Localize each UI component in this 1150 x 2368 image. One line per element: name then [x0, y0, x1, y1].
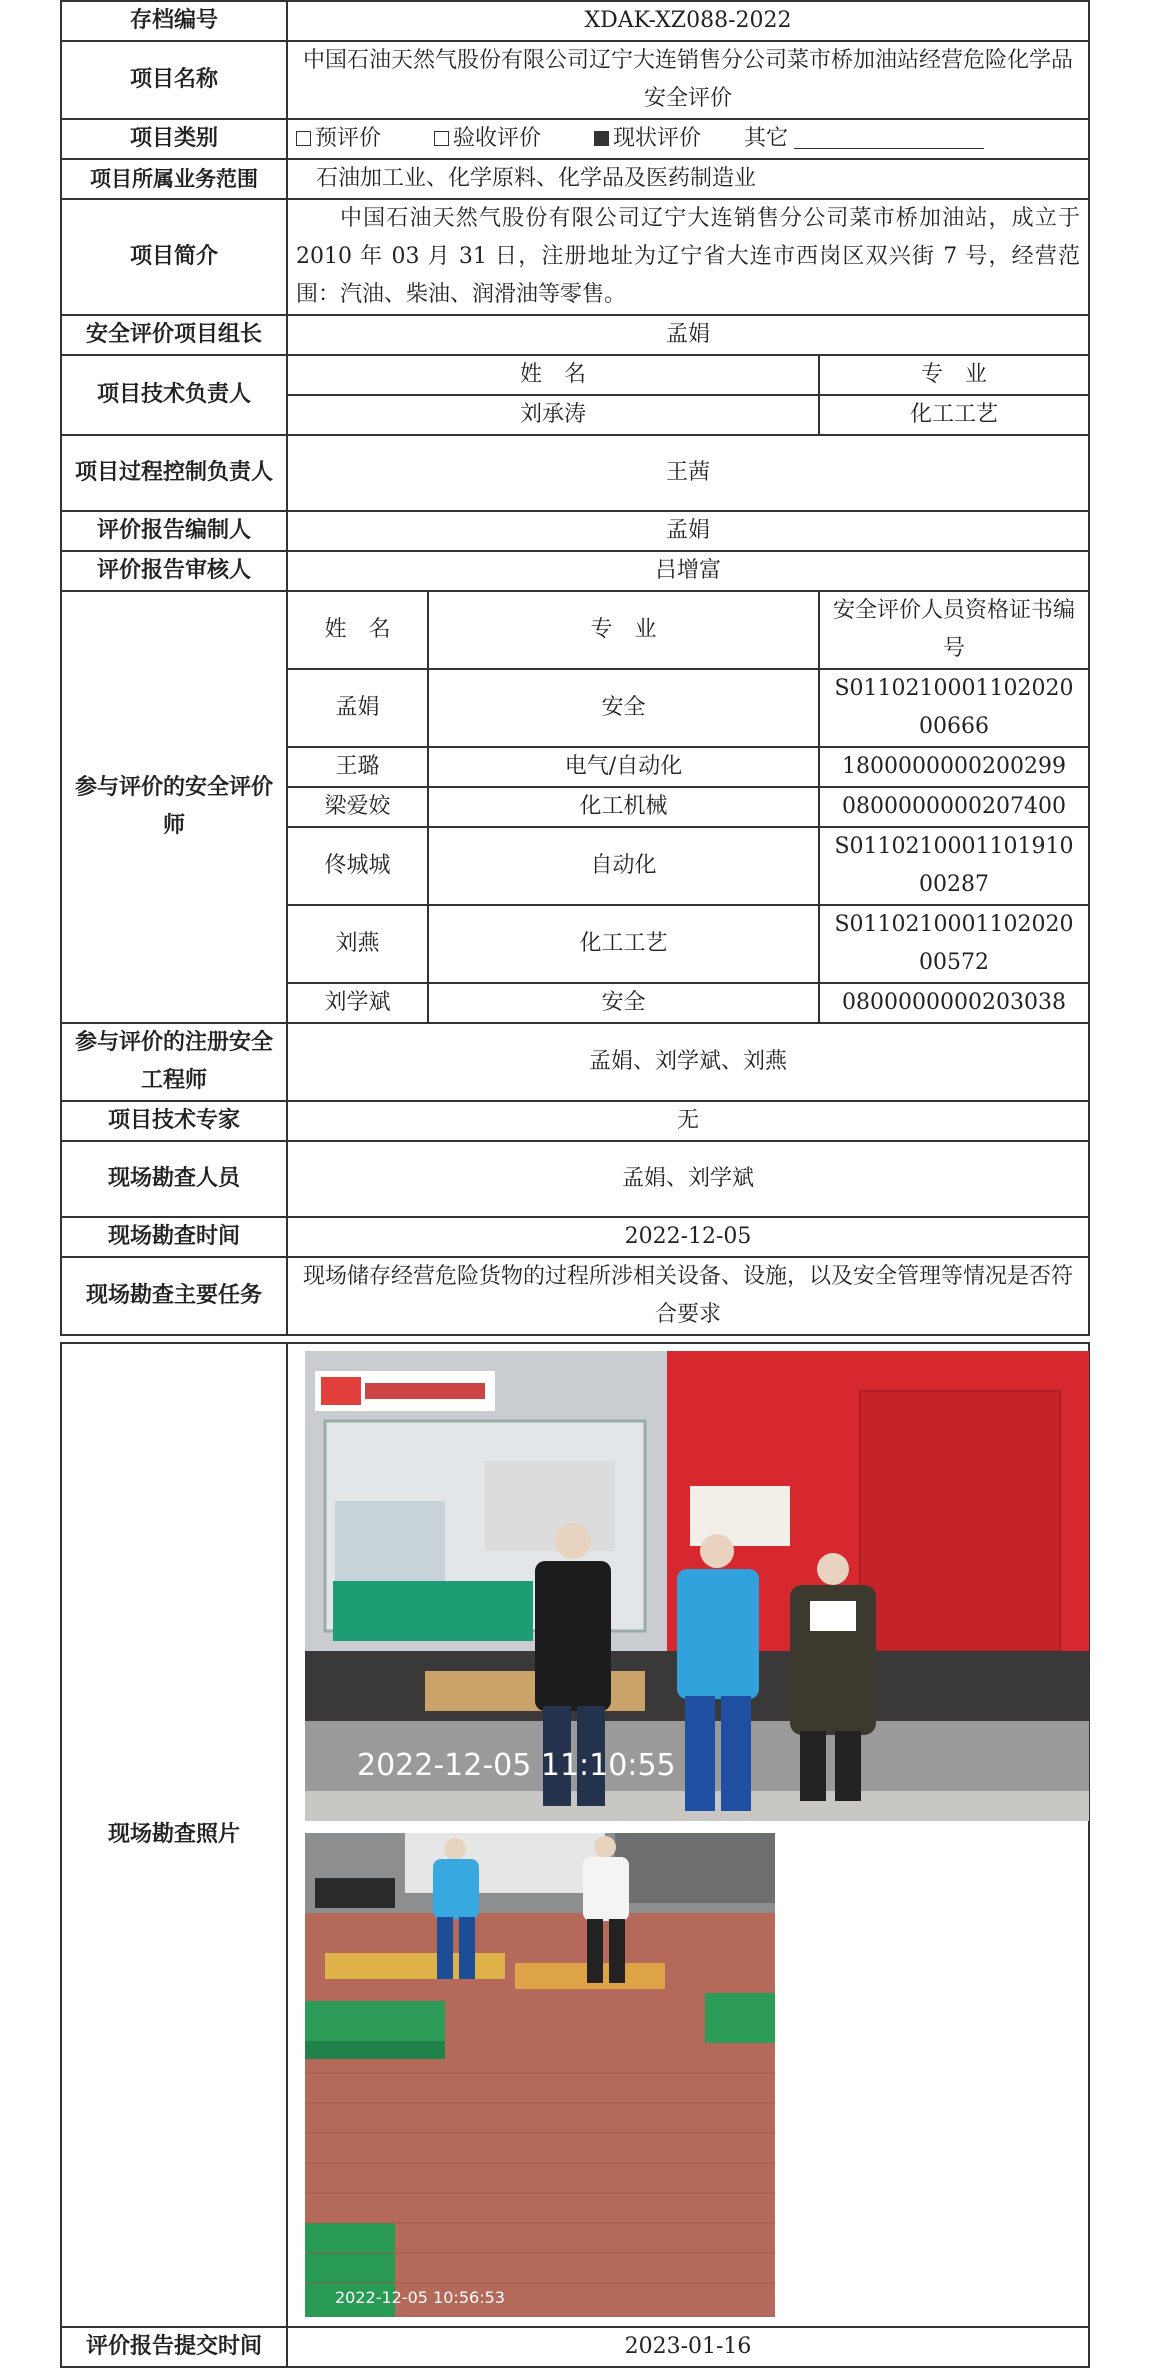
- tech-lead-name: 刘承涛: [287, 395, 819, 435]
- survey-staff-label: 现场勘查人员: [61, 1141, 287, 1217]
- row-survey-task: [61, 1257, 1089, 1335]
- evaluator-cert: S011021000110191000287: [819, 827, 1089, 905]
- row-business-scope: [61, 159, 1089, 199]
- process-lead-value: 王茜: [287, 435, 1089, 511]
- option-other: [744, 126, 984, 151]
- archive-no-label: 存档编号: [61, 1, 287, 41]
- evaluator-cert: S011021000110202000666: [819, 669, 1089, 747]
- evaluator-name: 刘学斌: [287, 983, 428, 1023]
- archive-no-value: XDAK-XZ088-2022: [287, 1, 1089, 41]
- option-other-blank[interactable]: [794, 124, 984, 149]
- evaluator-major: 安全: [428, 983, 819, 1023]
- photo2-timestamp: 2022-12-05 10:56:53: [335, 2288, 505, 2307]
- compiler-label: 评价报告编制人: [61, 511, 287, 551]
- evaluator-name: 刘燕: [287, 905, 428, 983]
- photos-table: [60, 1342, 1090, 2368]
- tech-lead-name-header: 姓 名: [287, 355, 819, 395]
- evaluator-major: 化工机械: [428, 787, 819, 827]
- evaluators-cert-header: 安全评价人员资格证书编号: [819, 591, 1089, 669]
- row-project-type: [61, 119, 1089, 159]
- survey-time-value: 2022-12-05: [287, 1217, 1089, 1257]
- checkbox-status-eval[interactable]: [594, 131, 609, 146]
- row-survey-staff: [61, 1141, 1089, 1217]
- row-compiler: [61, 511, 1089, 551]
- business-scope-value: 石油加工业、化学原料、化学品及医药制造业: [287, 159, 1089, 199]
- survey-photo-storefront: [305, 1351, 1089, 1821]
- checkbox-acceptance-eval[interactable]: [434, 131, 449, 146]
- evaluators-name-header: 姓 名: [287, 591, 428, 669]
- reviewer-label: 评价报告审核人: [61, 551, 287, 591]
- evaluator-major: 电气/自动化: [428, 747, 819, 787]
- row-project-name: [61, 41, 1089, 119]
- evaluators-label: 参与评价的安全评价师: [61, 591, 287, 1023]
- team-leader-label: 安全评价项目组长: [61, 315, 287, 355]
- survey-staff-value: 孟娟、刘学斌: [287, 1141, 1089, 1217]
- survey-photos-cell: [287, 1343, 1089, 2327]
- evaluator-name: 王璐: [287, 747, 428, 787]
- row-evaluators-header: [61, 591, 1089, 669]
- row-submit-time: [61, 2327, 1089, 2367]
- checkbox-pre-eval[interactable]: [296, 131, 311, 146]
- row-reviewer: [61, 551, 1089, 591]
- process-lead-label: 项目过程控制负责人: [61, 435, 287, 511]
- evaluation-info-sheet: [60, 0, 1088, 2368]
- survey-task-label: 现场勘查主要任务: [61, 1257, 287, 1335]
- row-survey-time: [61, 1217, 1089, 1257]
- option-other-text: 其它: [744, 126, 789, 151]
- reviewer-value: 吕增富: [287, 551, 1089, 591]
- option-status-eval[interactable]: [594, 126, 701, 151]
- tech-lead-label: 项目技术负责人: [61, 355, 287, 435]
- row-intro: [61, 199, 1089, 315]
- business-scope-label: 项目所属业务范围: [61, 159, 287, 199]
- photo1-timestamp: 2022-12-05 11:10:55: [357, 1748, 676, 1783]
- option-acceptance-eval[interactable]: [434, 126, 541, 151]
- project-name-label: 项目名称: [61, 41, 287, 119]
- option-status-eval-text: 现状评价: [613, 126, 702, 151]
- intro-value: 中国石油天然气股份有限公司辽宁大连销售分公司菜市桥加油站，成立于 2010 年 03 月 31 日，注册地址为辽宁省大连市西岗区双兴街 7 号，经营范围：汽油、柴油、润滑油等零售。: [287, 199, 1089, 315]
- submit-time-value: 2023-01-16: [287, 2327, 1089, 2367]
- project-type-label: 项目类别: [61, 119, 287, 159]
- option-pre-eval[interactable]: [296, 126, 381, 151]
- row-process-lead: [61, 435, 1089, 511]
- team-leader-value: 孟娟: [287, 315, 1089, 355]
- tech-lead-major-header: 专 业: [819, 355, 1089, 395]
- row-archive-no: [61, 1, 1089, 41]
- row-experts: [61, 1101, 1089, 1141]
- project-type-options: [287, 119, 1089, 159]
- survey-photo-forecourt: [305, 1833, 775, 2317]
- evaluator-major: 化工工艺: [428, 905, 819, 983]
- registered-engineers-value: 孟娟、刘学斌、刘燕: [287, 1023, 1089, 1101]
- project-name-value: 中国石油天然气股份有限公司辽宁大连销售分公司菜市桥加油站经营危险化学品安全评价: [287, 41, 1089, 119]
- evaluator-cert: 1800000000200299: [819, 747, 1089, 787]
- evaluator-cert: 0800000000207400: [819, 787, 1089, 827]
- evaluators-major-header: 专 业: [428, 591, 819, 669]
- experts-label: 项目技术专家: [61, 1101, 287, 1141]
- submit-time-label: 评价报告提交时间: [61, 2327, 287, 2367]
- evaluator-name: 梁爱姣: [287, 787, 428, 827]
- row-team-leader: [61, 315, 1089, 355]
- evaluator-name: 佟城城: [287, 827, 428, 905]
- forecourt-photo-image: [305, 1833, 775, 2317]
- registered-engineers-label: 参与评价的注册安全工程师: [61, 1023, 287, 1101]
- evaluator-name: 孟娟: [287, 669, 428, 747]
- evaluator-cert: S011021000110202000572: [819, 905, 1089, 983]
- evaluator-cert: 0800000000203038: [819, 983, 1089, 1023]
- tech-lead-major: 化工工艺: [819, 395, 1089, 435]
- row-survey-photos: [61, 1343, 1089, 2327]
- survey-task-value: 现场储存经营危险货物的过程所涉相关设备、设施，以及安全管理等情况是否符合要求: [287, 1257, 1089, 1335]
- intro-label: 项目简介: [61, 199, 287, 315]
- option-acceptance-eval-text: 验收评价: [453, 126, 542, 151]
- survey-photos-label: 现场勘查照片: [61, 1343, 287, 2327]
- evaluator-major: 自动化: [428, 827, 819, 905]
- experts-value: 无: [287, 1101, 1089, 1141]
- row-registered-engineers: [61, 1023, 1089, 1101]
- project-info-table: [60, 0, 1090, 1336]
- option-pre-eval-text: 预评价: [315, 126, 382, 151]
- row-tech-lead-header: [61, 355, 1089, 395]
- evaluator-major: 安全: [428, 669, 819, 747]
- compiler-value: 孟娟: [287, 511, 1089, 551]
- survey-time-label: 现场勘查时间: [61, 1217, 287, 1257]
